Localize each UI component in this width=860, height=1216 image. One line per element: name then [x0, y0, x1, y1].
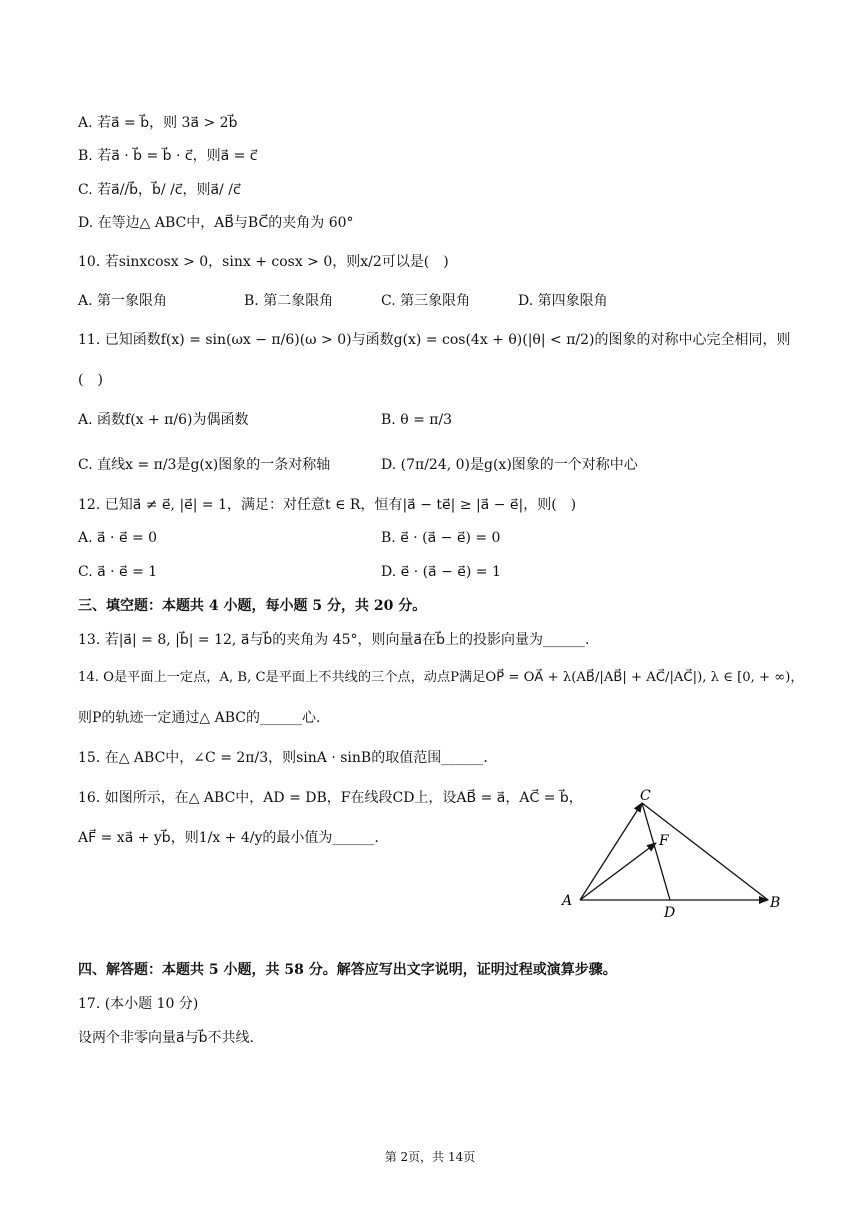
question-15: 15. 在△ ABC中，∠C = 2π/3，则sinA · sinB的取值范围______. — [78, 750, 488, 766]
option-9b: B. 若a⃗ · b⃗ = b⃗ · c⃗，则a⃗ = c⃗ — [78, 148, 258, 164]
option-9c: C. 若a⃗//b⃗，b⃗/ /c⃗，则a⃗/ /c⃗ — [78, 182, 241, 198]
option-12b: B. e⃗ · (a⃗ − e⃗) = 0 — [381, 530, 501, 546]
question-14: 14. O是平面上一定点，A, B, C是平面上不共线的三个点，动点P满足OP⃗ = OA⃗ + λ(AB⃗/|AB⃗| + AC⃗/|AC⃗|), λ ∈ [0, + ∞)， — [78, 670, 804, 685]
option-11b: B. θ = π/3 — [381, 412, 453, 428]
question-16-cont: AF⃗ = xa⃗ + yb⃗，则1/x + 4/y的最小值为______. — [78, 830, 379, 846]
page-footer: 第 2页，共 14页 — [384, 1150, 476, 1164]
question-12: 12. 已知a⃗ ≠ e⃗, |e⃗| = 1，满足：对任意t ∈ R，恒有|a⃗ − te⃗| ≥ |a⃗ − e⃗|，则( ) — [78, 497, 577, 513]
question-16: 16. 如图所示，在△ ABC中，AD = DB，F在线段CD上，设AB⃗ = a⃗，AC⃗ = b⃗， — [78, 790, 583, 806]
section-4-heading: 四、解答题：本题共 5 小题，共 58 分。解答应写出文字说明，证明过程或演算步骤。 — [78, 962, 617, 978]
question-13: 13. 若|a⃗| = 8, |b⃗| = 12, a⃗与b⃗的夹角为 45°，则向量a⃗在b⃗上的投影向量为______. — [78, 632, 590, 648]
question-11: 11. 已知函数f(x) = sin(ωx − π/6)(ω > 0)与函数g(x) = cos(4x + θ)(|θ| < π/2)的图象的对称中心完全相同，则 — [78, 332, 791, 348]
label-c: C — [640, 788, 651, 804]
question-14-cont: 则P的轨迹一定通过△ ABC的______心. — [78, 710, 321, 726]
label-b: B — [770, 895, 781, 911]
option-11c: C. 直线x = π/3是g(x)图象的一条对称轴 — [78, 457, 331, 473]
segment-ac — [580, 803, 642, 900]
option-9a: A. 若a⃗ = b⃗，则 3a⃗ > 2b⃗ — [78, 115, 238, 131]
question-17: 17. (本小题 10 分) — [78, 996, 199, 1012]
option-11d: D. (7π/24, 0)是g(x)图象的一个对称中心 — [381, 457, 638, 473]
option-12a: A. a⃗ · e⃗ = 0 — [78, 530, 158, 546]
question-17-text: 设两个非零向量a⃗与b⃗不共线. — [78, 1030, 254, 1046]
section-3-heading: 三、填空题：本题共 4 小题，每小题 5 分，共 20 分。 — [78, 598, 427, 614]
option-10a: A. 第一象限角 — [78, 293, 168, 309]
triangle-figure — [556, 785, 788, 920]
segment-af — [580, 843, 656, 900]
option-11a: A. 函数f(x + π/6)为偶函数 — [78, 412, 249, 428]
option-9d: D. 在等边△ ABC中，AB⃗与BC⃗的夹角为 60° — [78, 215, 354, 231]
question-11-choice: ( ) — [78, 372, 103, 388]
option-12d: D. e⃗ · (a⃗ − e⃗) = 1 — [381, 564, 501, 580]
segment-cb — [642, 803, 768, 900]
segment-cd — [642, 803, 670, 900]
label-a: A — [562, 893, 573, 909]
option-10b: B. 第二象限角 — [244, 293, 334, 309]
option-10c: C. 第三象限角 — [381, 293, 471, 309]
option-10d: D. 第四象限角 — [518, 293, 608, 309]
question-10: 10. 若sinxcosx > 0，sinx + cosx > 0，则x/2可以是( ) — [78, 254, 449, 270]
label-f: F — [659, 833, 669, 849]
label-d: D — [664, 905, 676, 920]
option-12c: C. a⃗ · e⃗ = 1 — [78, 564, 158, 580]
